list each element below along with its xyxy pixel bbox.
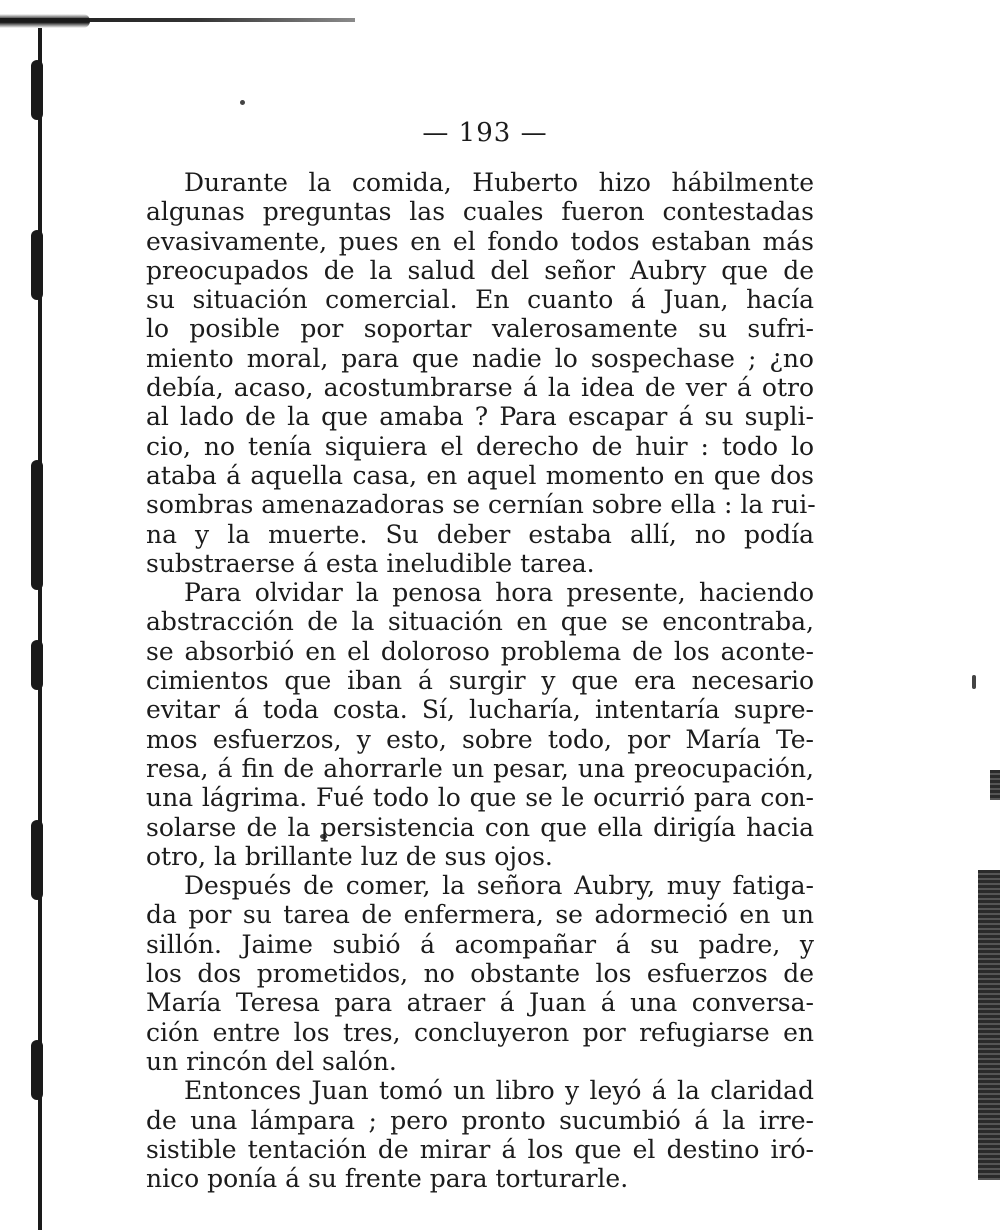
paragraph	[146, 578, 814, 871]
binding-mark	[31, 460, 43, 590]
text-line: Para olvidar la penosa hora presente, haciendo	[184, 578, 814, 608]
text-line: algunas preguntas las cuales fueron contestadas	[146, 197, 814, 227]
text-line: Entonces Juan tomó un libro y leyó á la claridad	[184, 1076, 814, 1106]
page-number: — 193 —	[422, 118, 548, 148]
text-line: sistible tentación de mirar á los que el destino iró-	[146, 1134, 814, 1164]
binding-mark	[31, 640, 43, 690]
paragraph	[146, 168, 814, 578]
text-line: otro, la brillante luz de sus ojos.	[146, 841, 553, 871]
text-line: Durante la comida, Huberto hizo hábilmente	[184, 168, 814, 197]
binding-edge-corner	[0, 14, 90, 28]
paragraph	[146, 871, 814, 1076]
text-line: Después de comer, la señora Aubry, muy fatiga-	[184, 871, 814, 901]
text-line: mos esfuerzos, y esto, sobre todo, por María Te-	[146, 724, 814, 754]
text-line: cimientos que iban á surgir y que era necesario	[146, 666, 814, 696]
text-line: resa, á fin de ahorrarle un pesar, una preocupación,	[146, 753, 814, 783]
text-line: lo posible por soportar valerosamente su sufri-	[146, 314, 814, 344]
text-line: sombras amenazadoras se cernían sobre ella : la rui-	[146, 490, 816, 520]
text-line: evasivamente, pues en el fondo todos estaban más	[146, 226, 814, 256]
scan-speck	[240, 100, 245, 105]
text-line: da por su tarea de enfermera, se adormeció en un	[146, 900, 814, 930]
text-line: evitar á toda costa. Sí, lucharía, intentaría supre-	[146, 695, 814, 725]
text-line: su situación comercial. En cuanto á Juan, hacía	[146, 285, 814, 315]
text-line: miento moral, para que nadie lo sospechase ; ¿no	[146, 343, 814, 373]
text-line: abstracción de la situación en que se encontraba,	[146, 607, 814, 637]
text-line: debía, acaso, acostumbrarse á la idea de ver á otro	[146, 373, 814, 403]
text-line: preocupados de la salud del señor Aubry que de	[146, 255, 814, 285]
text-line: se absorbió en el doloroso problema de los aconte-	[146, 636, 814, 666]
text-line: na y la muerte. Su deber estaba allí, no podía	[146, 519, 814, 549]
text-line: sillón. Jaime subió á acompañar á su padre, y	[146, 929, 814, 959]
text-line: María Teresa para atraer á Juan á una conversa-	[146, 988, 814, 1018]
paragraph	[146, 1076, 814, 1193]
text-line: de una lámpara ; pero pronto sucumbió á la irre-	[146, 1105, 814, 1135]
text-line: una lágrima. Fué todo lo que se le ocurrió para con-	[146, 783, 814, 813]
text-line: al lado de la que amaba ? Para escapar á su supli-	[146, 402, 814, 432]
text-line: solarse de la persistencia con que ella dirigía hacia	[146, 812, 814, 842]
binding-mark	[31, 820, 43, 900]
text-line: los dos prometidos, no obstante los esfuerzos de	[146, 959, 814, 989]
text-line: ataba á aquella casa, en aquel momento en que dos	[146, 460, 814, 490]
binding-mark	[31, 230, 43, 300]
text-line: ción entre los tres, concluyeron por refugiarse en	[146, 1017, 814, 1047]
binding-mark	[31, 60, 43, 120]
page-edge-right-mark	[990, 770, 1000, 800]
page-body-text	[146, 168, 814, 1193]
text-line: substraerse á esta ineludible tarea.	[146, 548, 595, 578]
text-line: un rincón del salón.	[146, 1046, 397, 1076]
page-edge-right	[978, 870, 1000, 1180]
binding-mark	[31, 1040, 43, 1100]
text-line: cio, no tenía siquiera el derecho de huir : todo lo	[146, 431, 814, 461]
scan-speck	[972, 675, 976, 689]
text-line: nico ponía á su frente para torturarle.	[146, 1164, 629, 1194]
